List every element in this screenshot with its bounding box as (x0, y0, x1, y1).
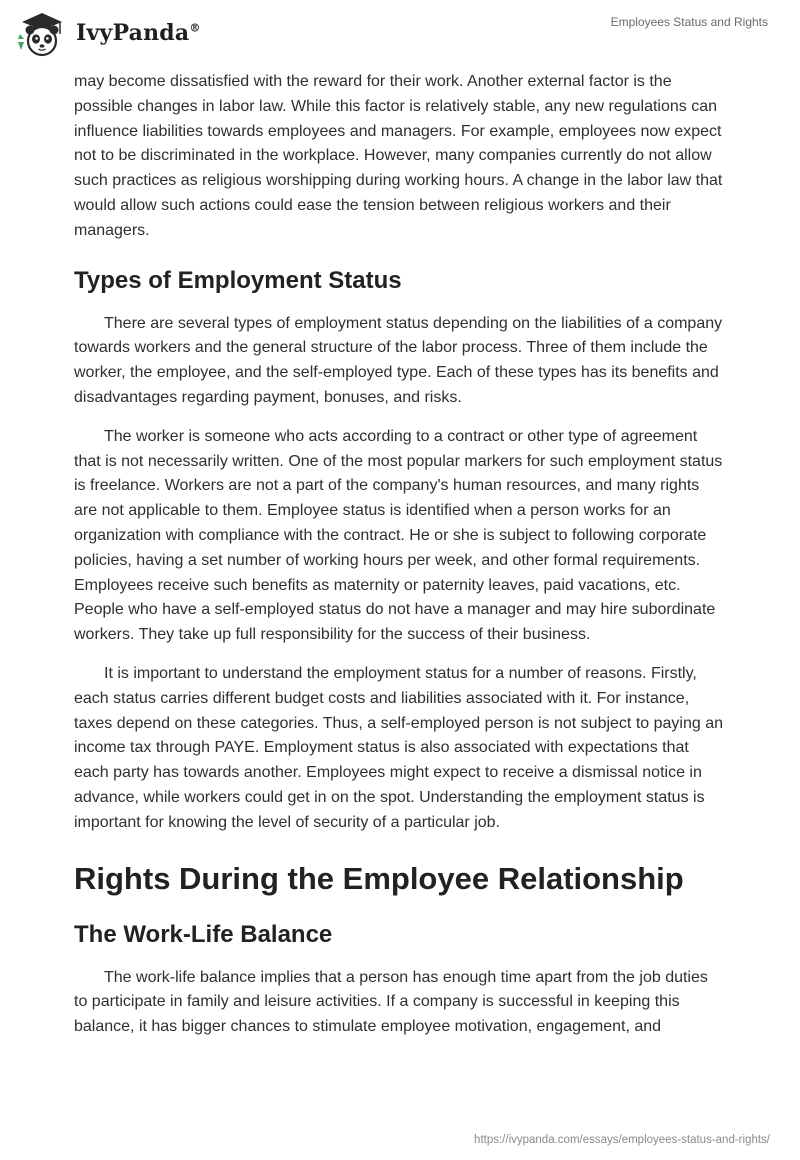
section-heading-employment-status: Types of Employment Status (74, 266, 402, 294)
registered-mark: ® (189, 21, 201, 35)
subsection-heading-work-life-balance: The Work-Life Balance (74, 920, 333, 948)
source-url-link[interactable]: https://ivypanda.com/essays/employees-status-and-rights/ (474, 1134, 770, 1146)
paragraph: The worker is someone who acts according to a contract or other type of agreement that is not necessarily written. One of the most popular markers for such employment status is freelance. Workers are not a part of the company's human resources, and many rights are not applicable to them. Employee status is identified when a person works for an organization with compliance with the contract. He or she is subject to following corporate policies, having a set number of working hours per week, and other formal requirements. Employees receive such benefits as maternity or paternity leaves, paid vacations, etc. People who have a self-employed status do not have a manager and may hire subordinate workers. They take up full responsibility for the success of their business. (74, 427, 723, 644)
paragraph: It is important to understand the employment status for a number of reasons. Firstly, each status carries different budget costs and liabilities associated with it. For instance, taxes depend on these categories. Thus, a self-employed person is not subject to paying an income tax through PAYE. Employment status is also associated with expectations that each party has towards another. Employees might expect to receive a dismissal notice in advance, while workers could get in on the spot. Understanding the employment status is important for knowing the level of security of a particular job. (74, 664, 723, 831)
intro-paragraph: may become dissatisfied with the reward for their work. Another external factor is the possible changes in labor law. While this factor is relatively stable, any new regulations can influence liabilities towards employees and managers. For example, employees now expect not to be discriminated in the workplace. However, many companies currently do not allow such practices as religious worshipping during working hours. A change in the labor law that would allow such actions could ease the tension between religious workers and their managers. (74, 73, 723, 239)
brand-name: IvyPanda (76, 20, 190, 46)
document-title: Employees Status and Rights (610, 15, 768, 29)
paragraph: There are several types of employment status depending on the liabilities of a company towards workers and the general structure of the labor process. Three of them include the worker, the employee, and the self-employed type. Each of these types has its benefits and disadvantages regarding payment, bonuses, and risks. (74, 314, 723, 406)
essay-content (74, 70, 724, 1054)
paragraph: The work-life balance implies that a person has enough time apart from the job duties to participate in family and leisure activities. If a company is successful in keeping this balance, it has bigger chances to stimulate employee motivation, engagement, and (74, 968, 708, 1036)
brand-logo[interactable] (14, 6, 201, 60)
page-header (0, 0, 800, 60)
panda-logo-icon (14, 6, 68, 60)
section-heading-rights: Rights During the Employee Relationship (74, 860, 684, 896)
